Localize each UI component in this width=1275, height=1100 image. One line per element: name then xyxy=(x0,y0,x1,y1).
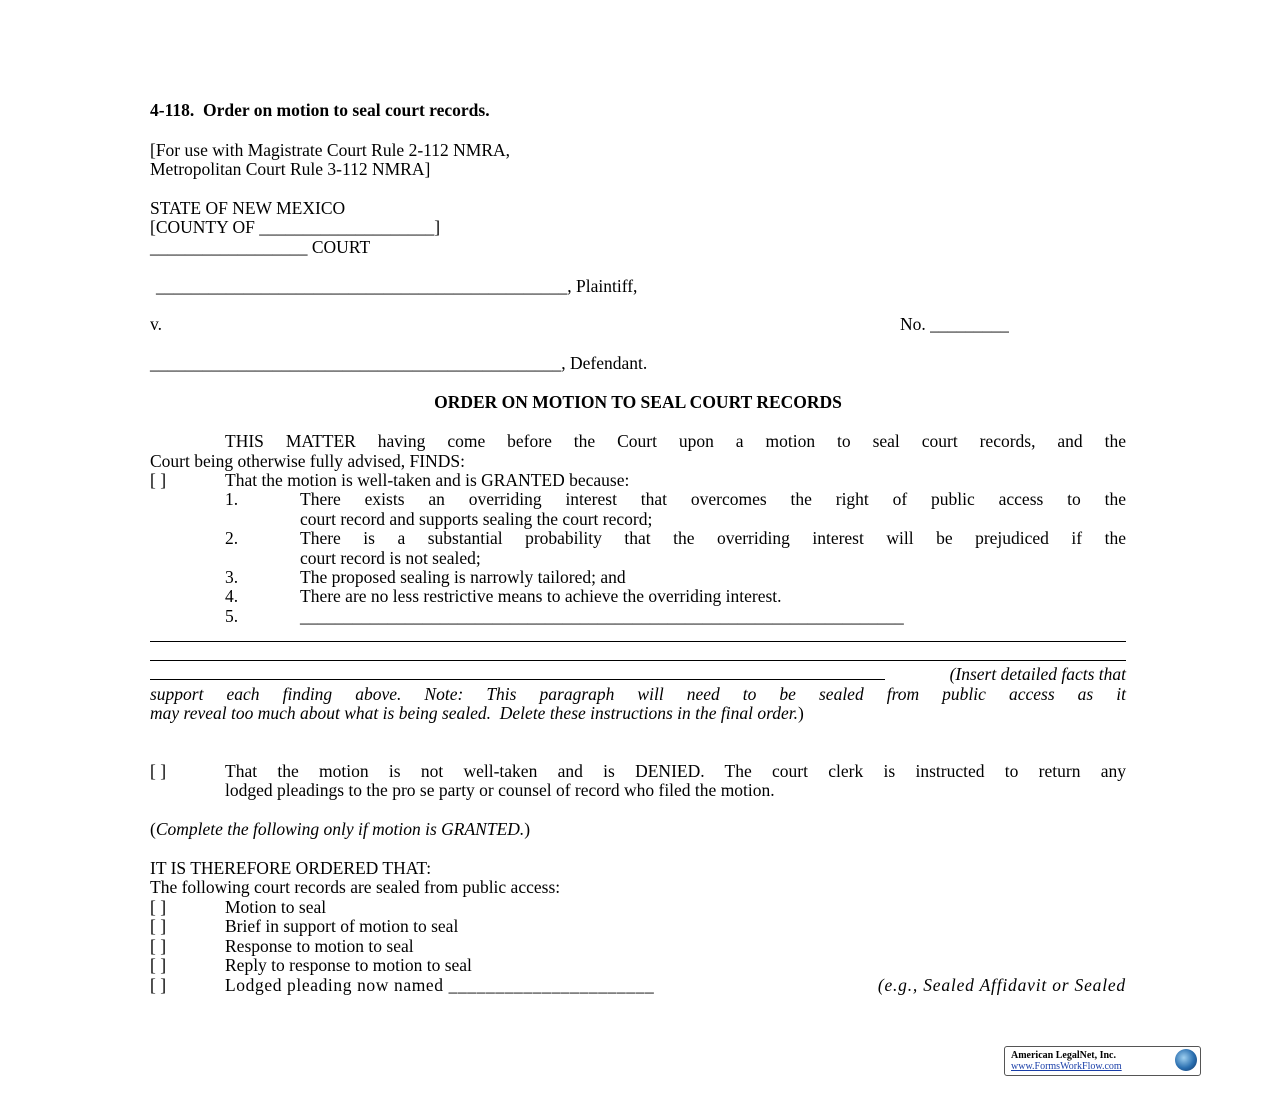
use-note-line-1: [For use with Magistrate Court Rule 2-112 NMRA, xyxy=(150,140,511,160)
record-checkbox[interactable]: [ ] xyxy=(150,897,167,917)
finding-number: 1. xyxy=(225,489,239,509)
blank-fill-line[interactable] xyxy=(150,679,885,680)
finding-number: 4. xyxy=(225,586,239,606)
insert-note-lead: (Insert detailed facts that xyxy=(949,664,1126,684)
complete-note-text: Complete the following only if motion is GRANTED. xyxy=(155,819,525,839)
finding-2-line-1: There is a substantial probability that the overriding interest will be prejudiced if the xyxy=(300,528,1126,548)
insert-note-close: ) xyxy=(798,703,804,723)
insert-note-line-3: may reveal too much about what is being sealed. Delete these instructions in the final order. xyxy=(150,703,799,723)
american-legalnet-logo xyxy=(1004,1046,1201,1076)
document-title: ORDER ON MOTION TO SEAL COURT RECORDS xyxy=(434,392,842,412)
record-checkbox[interactable]: [ ] xyxy=(150,955,167,975)
globe-icon xyxy=(1175,1049,1197,1071)
finding-number: 5. xyxy=(225,606,239,626)
finding-number: 3. xyxy=(225,567,239,587)
logo-url-link[interactable]: www.FormsWorkFlow.com xyxy=(1011,1061,1122,1072)
denied-checkbox[interactable]: [ ] xyxy=(150,761,167,781)
ordered-lead: The following court records are sealed from public access: xyxy=(150,877,561,897)
record-item-label: Response to motion to seal xyxy=(225,936,414,956)
intro-line-2: Court being otherwise fully advised, FINDS: xyxy=(150,451,465,471)
complete-note-open: ( xyxy=(150,819,156,839)
finding-1-line-2: court record and supports sealing the court record; xyxy=(300,509,653,529)
finding-5-blank[interactable]: _____________________________________________________________________ xyxy=(300,606,904,626)
state-line: STATE OF NEW MEXICO xyxy=(150,198,346,218)
use-note-line-2: Metropolitan Court Rule 3-112 NMRA] xyxy=(150,159,431,179)
denied-line-1: That the motion is not well-taken and is DENIED. The court clerk is instructed to return any xyxy=(225,761,1126,781)
lodged-pleading-example: (e.g., Sealed Affidavit or Sealed xyxy=(877,975,1126,995)
blank-fill-line[interactable] xyxy=(150,660,1126,661)
intro-line-1: THIS MATTER having come before the Court upon a motion to seal court records, and the xyxy=(225,431,1126,451)
ordered-heading: IT IS THEREFORE ORDERED THAT: xyxy=(150,858,432,878)
county-line: [COUNTY OF ____________________] xyxy=(150,217,441,237)
complete-note-close: ) xyxy=(524,819,531,839)
record-checkbox[interactable]: [ ] xyxy=(150,916,167,936)
defendant-line: _______________________________________________, Defendant. xyxy=(150,353,648,373)
insert-note-line-2: support each finding above. Note: This paragraph will need to be sealed from public access as it xyxy=(150,684,1126,704)
granted-text: That the motion is well-taken and is GRANTED because: xyxy=(225,470,630,490)
blank-fill-line[interactable] xyxy=(150,641,1126,642)
record-item-label: Reply to response to motion to seal xyxy=(225,955,472,975)
record-item-label: Motion to seal xyxy=(225,897,327,917)
denied-line-2: lodged pleadings to the pro se party or counsel of record who filed the motion. xyxy=(225,780,775,800)
record-item-label: Brief in support of motion to seal xyxy=(225,916,459,936)
record-checkbox[interactable]: [ ] xyxy=(150,975,167,995)
versus-label: v. xyxy=(150,314,162,334)
logo-company: American LegalNet, Inc. xyxy=(1011,1050,1116,1061)
granted-checkbox[interactable]: [ ] xyxy=(150,470,167,490)
finding-4-line-1: There are no less restrictive means to achieve the overriding interest. xyxy=(300,586,782,606)
form-heading: 4-118. Order on motion to seal court records. xyxy=(150,100,490,120)
court-line: __________________ COURT xyxy=(150,237,371,257)
record-checkbox[interactable]: [ ] xyxy=(150,936,167,956)
plaintiff-line: _______________________________________________, Plaintiff, xyxy=(156,276,638,296)
finding-2-line-2: court record is not sealed; xyxy=(300,548,481,568)
lodged-pleading-label: Lodged pleading now named ______________________ xyxy=(225,975,655,995)
case-number-line: No. _________ xyxy=(900,314,1009,334)
finding-1-line-1: There exists an overriding interest that overcomes the right of public access to the xyxy=(300,489,1126,509)
finding-number: 2. xyxy=(225,528,239,548)
finding-3-line-1: The proposed sealing is narrowly tailored; and xyxy=(300,567,626,587)
